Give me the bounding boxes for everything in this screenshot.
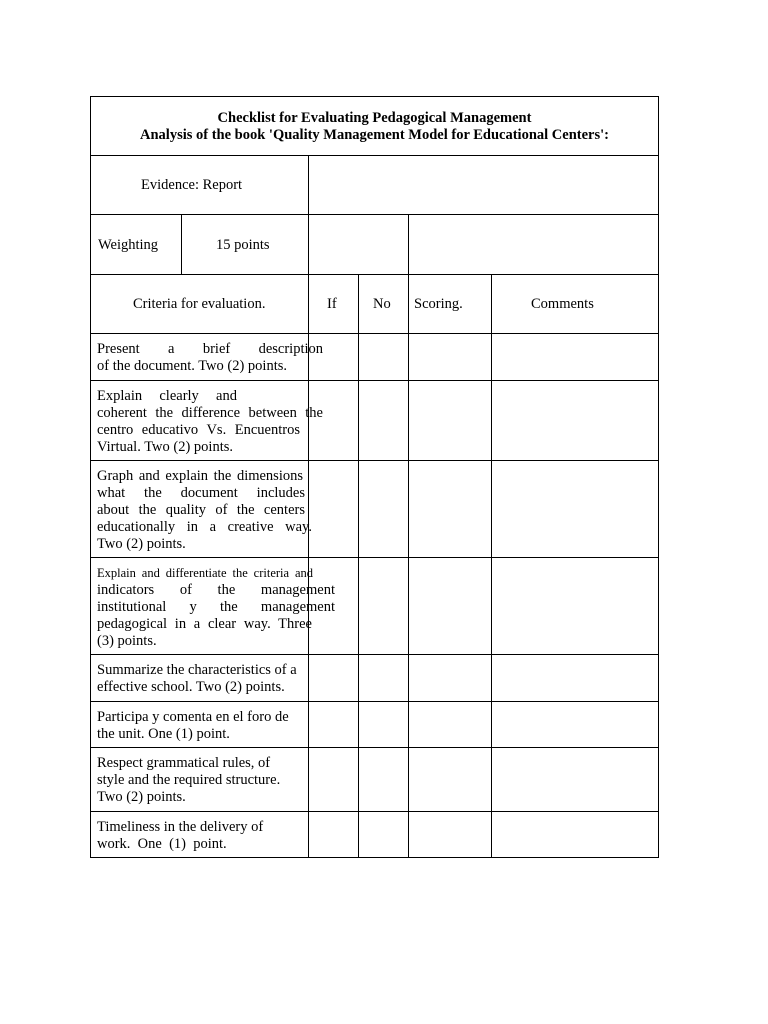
- criterion-row: [90, 701, 659, 747]
- criterion-text: Participa y comenta en el foro de the unit. One (1) point.: [97, 709, 289, 742]
- criterion-text: Graph and explain the dimensions what the document includes about the quality of the centers educationally in a creative way. Two (2) points.: [97, 468, 312, 552]
- no-cell: [358, 558, 408, 654]
- scoring-column-cell: [408, 275, 491, 333]
- checklist-subtitle: Analysis of the book 'Quality Management Model for Educational Centers':: [140, 127, 609, 143]
- weighting-empty-cell-2: [408, 215, 658, 274]
- if-cell: [308, 381, 358, 460]
- criterion-text: Explain and differentiate the criteria and indicators of the management institutional y the management pedagogical in a clear way. Three (3) points.: [97, 566, 335, 649]
- comments-cell: [491, 812, 658, 857]
- if-cell: [308, 334, 358, 380]
- weighting-label: Weighting: [98, 237, 159, 253]
- comments-cell: [491, 334, 658, 380]
- if-cell: [308, 655, 358, 701]
- criterion-row: [90, 380, 659, 460]
- criterion-row: [90, 811, 659, 858]
- comments-cell: [491, 558, 658, 654]
- comments-column-header: Comments: [531, 296, 594, 312]
- criteria-column-header: Criteria for evaluation.: [133, 296, 266, 312]
- criterion-text: Explain clearly and coherent the difference between the centro educativo Vs. Encuentros Virtual. Two (2) points.: [97, 388, 323, 455]
- criterion-text: Respect grammatical rules, of style and the required structure. Two (2) points.: [97, 755, 281, 805]
- comments-cell: [491, 655, 658, 701]
- checklist-title: Checklist for Evaluating Pedagogical Management: [217, 110, 532, 126]
- no-cell: [358, 461, 408, 557]
- criterion-row: [90, 460, 659, 557]
- if-cell: [308, 812, 358, 857]
- column-header-row: [90, 274, 659, 333]
- no-cell: [358, 655, 408, 701]
- comments-cell: [491, 748, 658, 811]
- criterion-row: [90, 654, 659, 701]
- comments-cell: [491, 702, 658, 747]
- criterion-row: [90, 333, 659, 380]
- if-cell: [308, 702, 358, 747]
- weighting-value-cell: [181, 215, 308, 274]
- no-cell: [358, 381, 408, 460]
- scoring-cell: [408, 748, 491, 811]
- no-cell: [358, 334, 408, 380]
- scoring-cell: [408, 381, 491, 460]
- criterion-text: Timeliness in the delivery of work. One (1) point.: [97, 819, 264, 852]
- evidence-row: [90, 155, 659, 214]
- criterion-text: Present a brief description of the document. Two (2) points.: [97, 341, 323, 374]
- scoring-cell: [408, 702, 491, 747]
- no-cell: [358, 748, 408, 811]
- weighting-empty-cell: [308, 215, 408, 274]
- evaluation-checklist-table: [90, 96, 659, 858]
- table-title-row: [90, 96, 659, 155]
- scoring-cell: [408, 812, 491, 857]
- evidence-value-cell: [308, 156, 658, 214]
- if-column-cell: [308, 275, 358, 333]
- weighting-value: 15 points: [216, 237, 270, 253]
- comments-cell: [491, 381, 658, 460]
- comments-cell: [491, 461, 658, 557]
- no-column-cell: [358, 275, 408, 333]
- if-cell: [308, 461, 358, 557]
- scoring-cell: [408, 334, 491, 380]
- if-cell: [308, 558, 358, 654]
- criterion-row: [90, 557, 659, 654]
- scoring-column-header: Scoring.: [414, 296, 463, 312]
- no-cell: [358, 702, 408, 747]
- scoring-cell: [408, 461, 491, 557]
- scoring-cell: [408, 655, 491, 701]
- no-cell: [358, 812, 408, 857]
- comments-column-cell: [491, 275, 658, 333]
- criterion-text: Summarize the characteristics of a effective school. Two (2) points.: [97, 662, 297, 695]
- if-cell: [308, 748, 358, 811]
- no-column-header: No: [373, 296, 391, 312]
- criterion-row: [90, 747, 659, 811]
- evidence-label: Evidence: Report: [141, 177, 243, 193]
- weighting-row: [90, 214, 659, 274]
- if-column-header: If: [327, 296, 337, 312]
- scoring-cell: [408, 558, 491, 654]
